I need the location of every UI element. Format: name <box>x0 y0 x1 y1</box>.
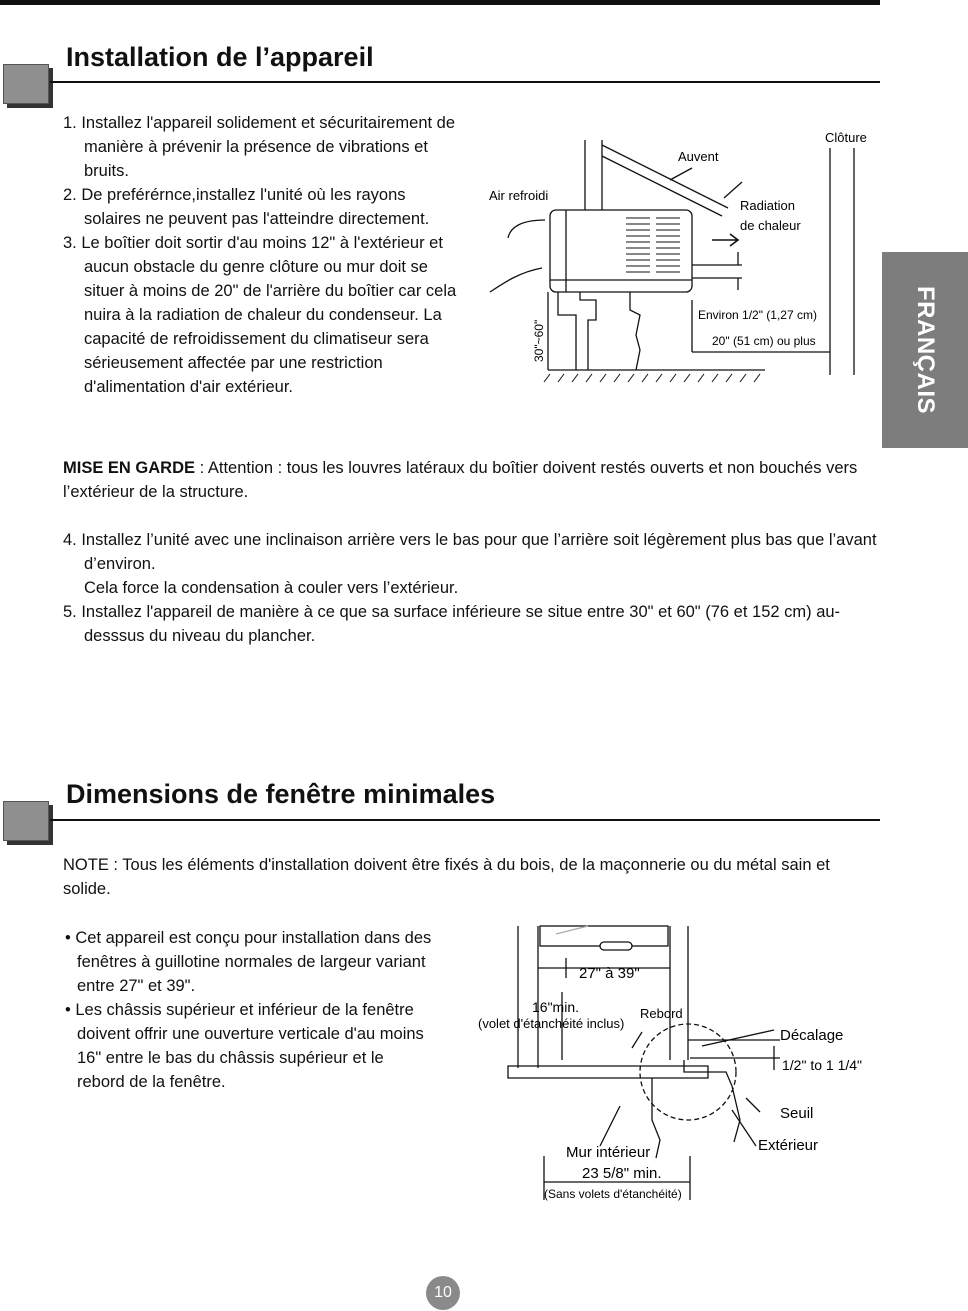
label-offset: 1/2" to 1 1/4" <box>782 1057 862 1073</box>
section-rule <box>50 81 880 83</box>
top-rule <box>0 0 880 5</box>
label-exterieur: Extérieur <box>758 1137 819 1154</box>
label-sans: (Sans volets d'étanchéité) <box>544 1187 682 1201</box>
section-title-dimensions: Dimensions de fenêtre minimales <box>66 779 496 809</box>
label-depth: 23 5/8" min. <box>582 1165 662 1182</box>
label-volet: (volet d'étanchéité inclus) <box>478 1016 625 1031</box>
caution-paragraph <box>63 456 863 504</box>
label-cloture: Clôture <box>825 130 867 145</box>
label-environ: Environ 1/2" (1,27 cm) <box>698 308 817 322</box>
list-item-note: Cela force la condensation à couler vers l’extérieur. <box>84 579 459 597</box>
language-tab-label: FRANÇAIS <box>912 286 939 414</box>
label-width: 27" à 39" <box>579 965 640 982</box>
caution-label: MISE EN GARDE <box>63 459 196 477</box>
label-air-refroidi: Air refroidi <box>489 188 549 203</box>
installation-diagram <box>480 120 880 390</box>
section-rule <box>50 819 880 821</box>
label-height: 30"~60" <box>532 319 546 362</box>
list-item: • Les châssis supérieur et inférieur de la fenêtre doivent offrir une ouverture verticale d'au moins 16" entre le bas du châssis supérieur et le rebord de la fenêtre. <box>65 1001 424 1091</box>
list-item: 2. De preférérnce,installez l'unité où les rayons solaires ne peuvent pas l'atteindre directement. <box>63 186 430 228</box>
list-item: 3. Le boîtier doit sortir d'au moins 12" à l'extérieur et aucun obstacle du genre clôture ou mur doit se situer à moins de 20" de l'arrière du boîtier car cela nuira à la radiation de chaleur du condenseur. La capacité de refroidissement du climatiseur sera sérieusement affectée par une restriction d'alimentation d'air extérieur. <box>63 234 457 396</box>
window-diagram <box>470 920 870 1210</box>
dimension-bullets <box>63 926 433 1094</box>
section-marker <box>3 64 49 104</box>
label-auvent: Auvent <box>678 149 719 164</box>
label-radiation: Radiation <box>740 198 795 213</box>
page-number: 10 <box>426 1276 460 1310</box>
section-marker <box>3 801 49 841</box>
label-mur: Mur intérieur <box>566 1144 651 1161</box>
list-item: 4. Installez l’unité avec une inclinaison arrière vers le bas pour que l’arrière soit légèrement plus bas que l’avant d’environ. <box>63 531 877 573</box>
language-tab <box>882 252 968 448</box>
note-paragraph: NOTE : Tous les éléments d'installation doivent être fixés à du bois, de la maçonnerie ou du métal sain et solide. <box>63 856 830 898</box>
installation-list-continued <box>63 528 883 648</box>
installation-list <box>63 111 463 399</box>
label-distance: 20" (51 cm) ou plus <box>712 334 816 348</box>
label-chaleur: de chaleur <box>740 218 801 233</box>
list-item: • Cet appareil est conçu pour installation dans des fenêtres à guillotine normales de largeur variant entre 27" et 39". <box>65 929 432 995</box>
label-decalage: Décalage <box>780 1027 844 1044</box>
caution-text: : Attention : tous les louvres latéraux du boîtier doivent restés ouverts et non bouchés vers l’extérieur de la structure. <box>63 459 858 501</box>
list-item: 5. Installez l'appareil de manière à ce que sa surface inférieure se situe entre 30" et 60" (76 et 152 cm) au-desssus du niveau du plancher. <box>63 603 841 645</box>
list-item: 1. Installez l'appareil solidement et sécuritairement de manière à prévenir la présence de vibrations et bruits. <box>63 114 456 180</box>
section-title-installation: Installation de l’appareil <box>66 42 374 72</box>
label-16min: 16"min. <box>532 999 579 1015</box>
label-seuil: Seuil <box>780 1105 814 1122</box>
label-rebord: Rebord <box>640 1006 683 1021</box>
